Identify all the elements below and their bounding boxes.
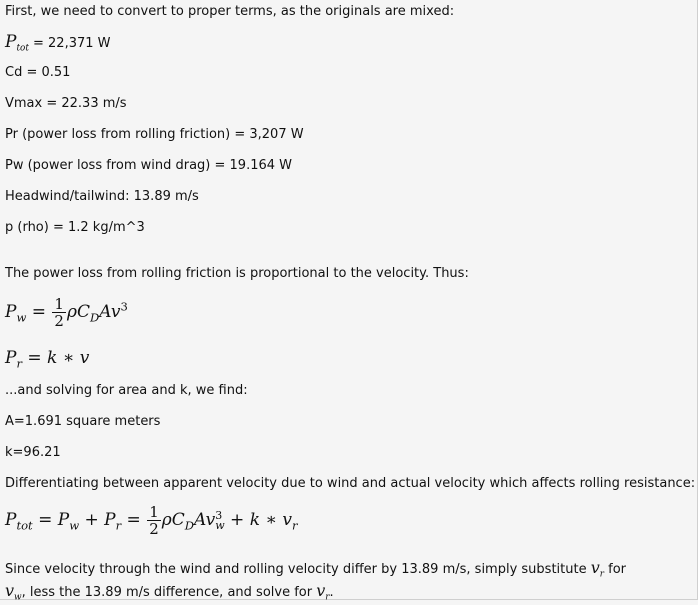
final-vw-symbol: v	[5, 580, 15, 600]
eq3-r-sub: r	[115, 518, 122, 533]
ptot-symbol: P	[5, 32, 17, 52]
eq1-av: Av	[99, 302, 121, 322]
eq3-supsub	[215, 508, 225, 532]
final-vw-sub: w	[14, 592, 22, 603]
differentiating-text: Differentiating between apparent velocity due to wind and actual velocity which affects rolling resistance:	[5, 476, 696, 491]
final-text	[5, 560, 626, 605]
equation-wind-drag	[5, 296, 128, 329]
ptot-subscript: tot	[16, 43, 29, 54]
eq3-equals1: =	[32, 510, 58, 530]
eq1-fraction	[52, 296, 66, 329]
final-text-part1: Since velocity through the wind and rolling velocity differ by 13.89 m/s, simply substitute	[5, 562, 591, 577]
eq3-rho-cd: ρC	[161, 510, 185, 530]
eq1-lhs-sub: w	[16, 310, 27, 325]
eq3-d-sub: D	[184, 518, 195, 533]
eq3-pr: P	[104, 510, 116, 530]
eq1-equals: =	[26, 302, 52, 322]
eq3-pw: P	[57, 510, 70, 530]
final-text-part2: for	[604, 562, 627, 577]
pr-line: Pr (power loss from rolling friction) = 3,207 W	[5, 127, 304, 142]
final-vr-symbol-2: v	[316, 580, 326, 600]
final-vr-symbol-1: v	[590, 558, 600, 577]
vmax-line: Vmax = 22.33 m/s	[5, 96, 127, 111]
pw-line: Pw (power loss from wind drag) = 19.164 W	[5, 158, 293, 173]
eq3-vw-sub: w	[215, 518, 225, 532]
headwind-line: Headwind/tailwind: 13.89 m/s	[5, 189, 199, 204]
eq3-exponent: 3	[215, 508, 223, 522]
eq2-lhs: P	[5, 348, 17, 368]
eq3-tot-sub: tot	[16, 518, 33, 533]
eq3-plus1: +	[79, 510, 105, 530]
eq1-numerator: 1	[54, 295, 64, 313]
eq1-d-sub: D	[89, 310, 100, 325]
final-text-part4: .	[329, 584, 334, 600]
ptot-value: = 22,371 W	[28, 36, 111, 51]
eq1-rho-cd: ρC	[66, 302, 90, 322]
intro-text: First, we need to convert to proper terms, as the originals are mixed:	[5, 4, 455, 19]
eq1-exponent: 3	[120, 299, 128, 314]
solving-text: ...and solving for area and k, we find:	[5, 383, 248, 398]
rho-line: p (rho) = 1.2 kg/m^3	[5, 220, 145, 235]
eq1-denominator: 2	[54, 312, 64, 330]
k-line: k=96.21	[5, 445, 61, 460]
eq3-equals2: =	[121, 510, 147, 530]
equation-rolling	[5, 348, 89, 370]
rolling-statement: The power loss from rolling friction is proportional to the velocity. Thus:	[5, 266, 469, 281]
final-vr-sub-2: r	[325, 592, 330, 603]
equation-total	[5, 504, 298, 537]
ptot-line	[5, 32, 111, 54]
eq1-lhs: P	[5, 302, 17, 322]
eq3-denominator: 2	[149, 520, 159, 538]
eq3-w-sub: w	[69, 518, 80, 533]
final-vr-sub-1: r	[599, 569, 604, 580]
cd-line: Cd = 0.51	[5, 65, 71, 80]
final-text-part3: , less the 13.89 m/s difference, and solve for	[21, 584, 317, 600]
eq2-rhs: = k ∗ v	[21, 348, 90, 368]
eq3-numerator: 1	[149, 503, 159, 521]
eq3-fraction	[147, 504, 161, 537]
eq3-vr-sub: r	[291, 518, 298, 533]
eq3-ptot: P	[5, 510, 17, 530]
area-line: A=1.691 square meters	[5, 414, 161, 429]
eq2-lhs-sub: r	[16, 356, 22, 371]
eq3-av: Av	[194, 510, 216, 530]
eq3-tail: + k ∗ v	[224, 510, 292, 530]
